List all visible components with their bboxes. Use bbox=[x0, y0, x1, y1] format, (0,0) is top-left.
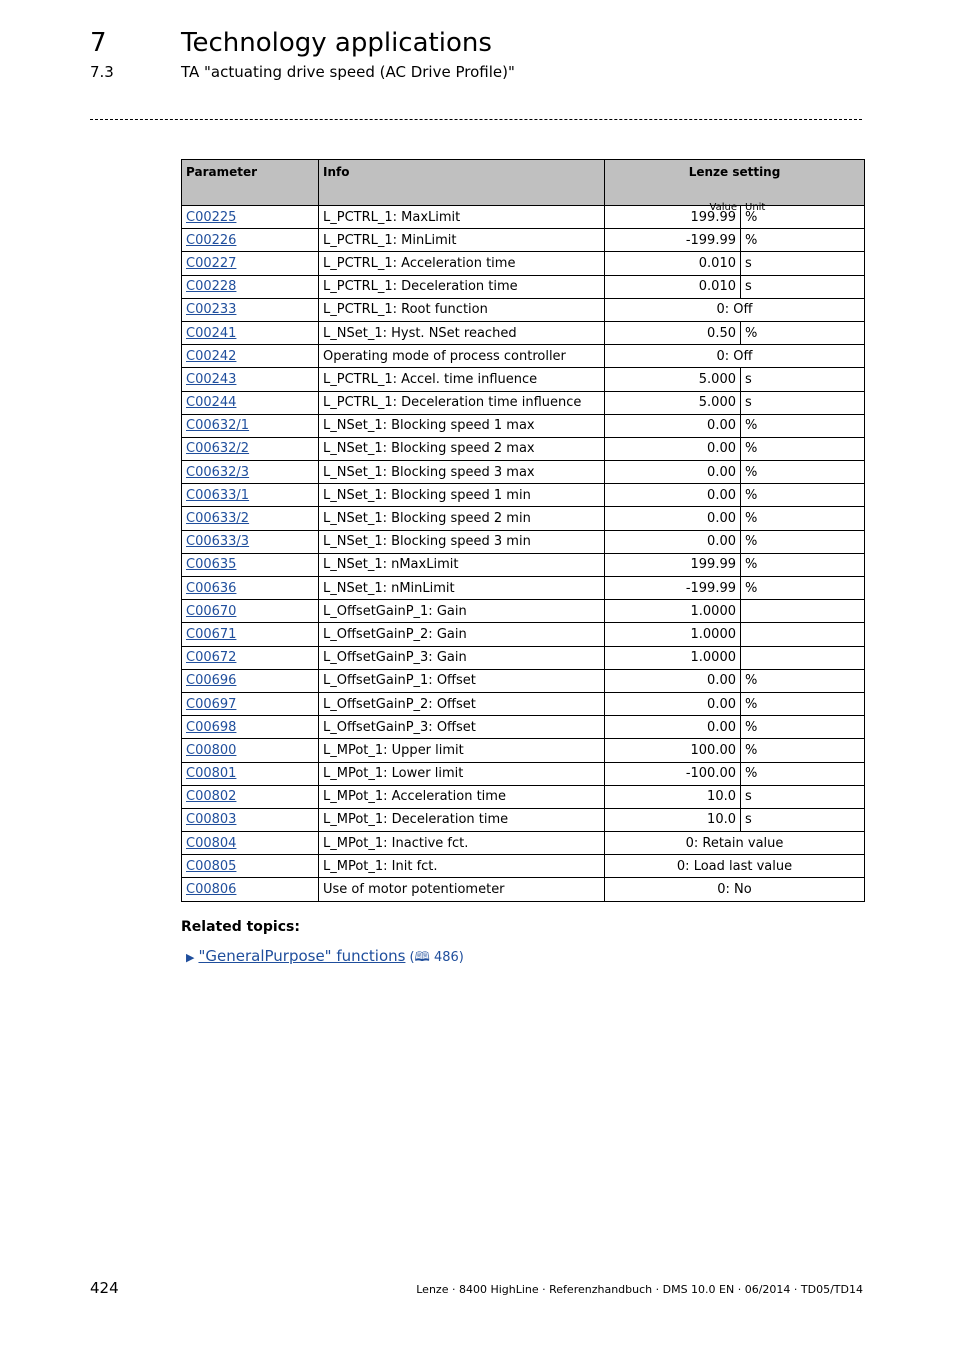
value-cell: 1.0000 bbox=[605, 646, 741, 669]
parameter-code-link[interactable]: C00805 bbox=[186, 858, 237, 874]
parameter-cell bbox=[182, 507, 319, 530]
unit-cell: s bbox=[741, 391, 865, 414]
parameter-code-link[interactable]: C00241 bbox=[186, 325, 237, 341]
parameter-code-link[interactable]: C00243 bbox=[186, 371, 237, 387]
unit-cell: % bbox=[741, 437, 865, 460]
parameter-code-link[interactable]: C00633/2 bbox=[186, 511, 250, 527]
parameter-code-link[interactable]: C00632/2 bbox=[186, 441, 250, 457]
parameter-code-link[interactable]: C00233 bbox=[186, 302, 237, 318]
table-row bbox=[182, 716, 865, 739]
unit-cell: s bbox=[741, 252, 865, 275]
value-cell: 0.00 bbox=[605, 461, 741, 484]
parameter-code-link[interactable]: C00633/1 bbox=[186, 487, 250, 503]
info-cell: L_PCTRL_1: Accel. time influence bbox=[319, 368, 605, 391]
section-title: TA "actuating drive speed (AC Drive Profile)" bbox=[181, 63, 515, 81]
unit-cell: % bbox=[741, 739, 865, 762]
info-cell: L_OffsetGainP_2: Gain bbox=[319, 623, 605, 646]
info-cell: Operating mode of process controller bbox=[319, 345, 605, 368]
parameter-cell bbox=[182, 553, 319, 576]
parameter-code-link[interactable]: C00698 bbox=[186, 719, 237, 735]
triangle-right-icon: ▶ bbox=[186, 951, 195, 964]
parameter-cell bbox=[182, 739, 319, 762]
value-cell: 10.0 bbox=[605, 808, 741, 831]
value-cell: 100.00 bbox=[605, 739, 741, 762]
value-cell: 5.000 bbox=[605, 368, 741, 391]
info-cell: L_MPot_1: Lower limit bbox=[319, 762, 605, 785]
table-row bbox=[182, 762, 865, 785]
parameter-cell bbox=[182, 252, 319, 275]
lenze-setting-label: Lenze setting bbox=[688, 165, 781, 179]
unit-cell: % bbox=[741, 414, 865, 437]
table-body bbox=[182, 206, 865, 902]
unit-cell: s bbox=[741, 368, 865, 391]
value-cell: -199.99 bbox=[605, 577, 741, 600]
parameter-code-link[interactable]: C00670 bbox=[186, 603, 237, 619]
value-cell: 0.00 bbox=[605, 507, 741, 530]
table-row bbox=[182, 507, 865, 530]
info-cell: L_OffsetGainP_1: Offset bbox=[319, 669, 605, 692]
parameter-code-link[interactable]: C00228 bbox=[186, 279, 237, 295]
table-row bbox=[182, 437, 865, 460]
parameter-table bbox=[181, 159, 865, 902]
parameter-code-link[interactable]: C00804 bbox=[186, 835, 237, 851]
value-cell: -199.99 bbox=[605, 229, 741, 252]
info-cell: L_NSet_1: Blocking speed 2 min bbox=[319, 507, 605, 530]
table-row bbox=[182, 321, 865, 344]
value-cell: 0.010 bbox=[605, 275, 741, 298]
table-row bbox=[182, 553, 865, 576]
parameter-code-link[interactable]: C00227 bbox=[186, 255, 237, 271]
table-row bbox=[182, 345, 865, 368]
info-cell: L_OffsetGainP_2: Offset bbox=[319, 692, 605, 715]
info-cell: L_NSet_1: Blocking speed 2 max bbox=[319, 437, 605, 460]
footer-text: Lenze · 8400 HighLine · Referenzhandbuch · DMS 10.0 EN · 06/2014 · TD05/TD14 bbox=[416, 1283, 863, 1296]
parameter-code-link[interactable]: C00636 bbox=[186, 580, 237, 596]
parameter-cell bbox=[182, 368, 319, 391]
header-divider bbox=[90, 119, 862, 120]
table-row bbox=[182, 229, 865, 252]
page-number: 424 bbox=[90, 1279, 119, 1297]
parameter-cell bbox=[182, 692, 319, 715]
info-cell: L_MPot_1: Upper limit bbox=[319, 739, 605, 762]
table-row bbox=[182, 692, 865, 715]
parameter-cell bbox=[182, 785, 319, 808]
info-cell: L_MPot_1: Deceleration time bbox=[319, 808, 605, 831]
unit-cell: % bbox=[741, 321, 865, 344]
info-cell: L_NSet_1: Blocking speed 3 max bbox=[319, 461, 605, 484]
info-cell: L_NSet_1: Blocking speed 1 min bbox=[319, 484, 605, 507]
parameter-cell bbox=[182, 878, 319, 901]
info-cell: Use of motor potentiometer bbox=[319, 878, 605, 901]
related-topics-heading: Related topics: bbox=[181, 919, 300, 935]
table-row bbox=[182, 368, 865, 391]
setting-cell: 0: Load last value bbox=[605, 855, 865, 878]
unit-cell: % bbox=[741, 461, 865, 484]
table-row bbox=[182, 669, 865, 692]
value-cell: 0.00 bbox=[605, 669, 741, 692]
table-row bbox=[182, 878, 865, 901]
parameter-cell bbox=[182, 669, 319, 692]
table-row bbox=[182, 785, 865, 808]
table-row bbox=[182, 391, 865, 414]
unit-cell: s bbox=[741, 808, 865, 831]
parameter-code-link[interactable]: C00633/3 bbox=[186, 534, 250, 550]
unit-cell: s bbox=[741, 785, 865, 808]
setting-cell: 0: Off bbox=[605, 345, 865, 368]
value-cell: 1.0000 bbox=[605, 623, 741, 646]
unit-cell: % bbox=[741, 692, 865, 715]
parameter-cell bbox=[182, 229, 319, 252]
info-cell: L_NSet_1: Blocking speed 1 max bbox=[319, 414, 605, 437]
parameter-cell bbox=[182, 321, 319, 344]
parameter-cell bbox=[182, 414, 319, 437]
parameter-code-link[interactable]: C00225 bbox=[186, 209, 237, 225]
unit-cell: % bbox=[741, 762, 865, 785]
table-row bbox=[182, 298, 865, 321]
value-cell: 0.00 bbox=[605, 530, 741, 553]
info-cell: L_OffsetGainP_3: Offset bbox=[319, 716, 605, 739]
parameter-code-link[interactable]: C00803 bbox=[186, 812, 237, 828]
info-cell: L_PCTRL_1: Deceleration time bbox=[319, 275, 605, 298]
table-row bbox=[182, 414, 865, 437]
info-cell: L_MPot_1: Acceleration time bbox=[319, 785, 605, 808]
table-row bbox=[182, 646, 865, 669]
parameter-code-link[interactable]: C00242 bbox=[186, 348, 237, 364]
section-number: 7.3 bbox=[90, 63, 114, 81]
parameter-cell bbox=[182, 275, 319, 298]
value-cell: 0.00 bbox=[605, 716, 741, 739]
table-row bbox=[182, 739, 865, 762]
setting-cell: 0: No bbox=[605, 878, 865, 901]
value-label: Value bbox=[709, 202, 738, 213]
info-cell: L_PCTRL_1: Root function bbox=[319, 298, 605, 321]
info-cell: L_MPot_1: Init fct. bbox=[319, 855, 605, 878]
unit-cell bbox=[741, 600, 865, 623]
info-cell: L_MPot_1: Inactive fct. bbox=[319, 832, 605, 855]
info-cell: L_PCTRL_1: MaxLimit bbox=[319, 206, 605, 229]
info-cell: L_OffsetGainP_1: Gain bbox=[319, 600, 605, 623]
parameter-cell bbox=[182, 391, 319, 414]
info-cell: L_PCTRL_1: MinLimit bbox=[319, 229, 605, 252]
table-row bbox=[182, 484, 865, 507]
value-cell: 199.99 bbox=[605, 206, 741, 229]
info-cell: L_NSet_1: nMinLimit bbox=[319, 577, 605, 600]
value-cell: 0.00 bbox=[605, 692, 741, 715]
value-cell: -100.00 bbox=[605, 762, 741, 785]
unit-cell bbox=[741, 623, 865, 646]
parameter-code-link[interactable]: C00244 bbox=[186, 395, 237, 411]
header-lenze-setting bbox=[605, 160, 865, 213]
unit-cell: s bbox=[741, 275, 865, 298]
parameter-code-link[interactable]: C00635 bbox=[186, 557, 237, 573]
table-row bbox=[182, 600, 865, 623]
parameter-cell bbox=[182, 762, 319, 785]
header-info: Info bbox=[319, 160, 605, 206]
unit-cell: % bbox=[741, 716, 865, 739]
unit-cell: % bbox=[741, 577, 865, 600]
chapter-number: 7 bbox=[90, 28, 107, 58]
value-cell: 0.00 bbox=[605, 484, 741, 507]
setting-cell: 0: Retain value bbox=[605, 832, 865, 855]
info-cell: L_NSet_1: nMaxLimit bbox=[319, 553, 605, 576]
value-cell: 0.010 bbox=[605, 252, 741, 275]
related-topic-item bbox=[186, 947, 464, 970]
parameter-cell bbox=[182, 345, 319, 368]
info-cell: L_NSet_1: Hyst. NSet reached bbox=[319, 321, 605, 344]
unit-cell: % bbox=[741, 669, 865, 692]
unit-cell: % bbox=[741, 229, 865, 252]
table-row bbox=[182, 252, 865, 275]
unit-cell bbox=[741, 646, 865, 669]
table-row bbox=[182, 832, 865, 855]
table-row bbox=[182, 855, 865, 878]
value-cell: 1.0000 bbox=[605, 600, 741, 623]
value-cell: 10.0 bbox=[605, 785, 741, 808]
unit-cell: % bbox=[741, 507, 865, 530]
table-row bbox=[182, 275, 865, 298]
parameter-cell bbox=[182, 623, 319, 646]
unit-cell: % bbox=[741, 530, 865, 553]
generalpurpose-functions-link[interactable]: "GeneralPurpose" functions bbox=[198, 947, 406, 965]
value-cell: 0.00 bbox=[605, 437, 741, 460]
page-reference[interactable]: (🕮 486) bbox=[409, 950, 464, 965]
info-cell: L_OffsetGainP_3: Gain bbox=[319, 646, 605, 669]
parameter-cell bbox=[182, 832, 319, 855]
value-cell: 5.000 bbox=[605, 391, 741, 414]
chapter-title: Technology applications bbox=[181, 28, 492, 58]
parameter-cell bbox=[182, 484, 319, 507]
parameter-code-link[interactable]: C00801 bbox=[186, 766, 237, 782]
parameter-code-link[interactable]: C00226 bbox=[186, 232, 237, 248]
parameter-code-link[interactable]: C00632/1 bbox=[186, 418, 250, 434]
value-cell: 0.00 bbox=[605, 414, 741, 437]
parameter-cell bbox=[182, 298, 319, 321]
unit-cell: % bbox=[741, 484, 865, 507]
value-cell: 199.99 bbox=[605, 553, 741, 576]
parameter-cell bbox=[182, 577, 319, 600]
header-parameter: Parameter bbox=[182, 160, 319, 206]
parameter-cell bbox=[182, 716, 319, 739]
table-row bbox=[182, 577, 865, 600]
unit-cell: % bbox=[741, 206, 865, 229]
parameter-code-link[interactable]: C00800 bbox=[186, 742, 237, 758]
value-cell: 0.50 bbox=[605, 321, 741, 344]
parameter-code-link[interactable]: C00671 bbox=[186, 626, 237, 642]
info-cell: L_PCTRL_1: Deceleration time influence bbox=[319, 391, 605, 414]
table-header-row bbox=[182, 160, 865, 206]
info-cell: L_NSet_1: Blocking speed 3 min bbox=[319, 530, 605, 553]
table-row bbox=[182, 530, 865, 553]
parameter-cell bbox=[182, 461, 319, 484]
parameter-code-link[interactable]: C00696 bbox=[186, 673, 237, 689]
info-cell: L_PCTRL_1: Acceleration time bbox=[319, 252, 605, 275]
parameter-cell bbox=[182, 808, 319, 831]
setting-cell: 0: Off bbox=[605, 298, 865, 321]
table-row bbox=[182, 808, 865, 831]
parameter-code-link[interactable]: C00806 bbox=[186, 882, 237, 898]
unit-label: Unit bbox=[745, 202, 766, 213]
table-row bbox=[182, 623, 865, 646]
unit-cell: % bbox=[741, 553, 865, 576]
parameter-cell bbox=[182, 437, 319, 460]
parameter-cell bbox=[182, 530, 319, 553]
parameter-cell bbox=[182, 855, 319, 878]
parameter-code-link[interactable]: C00672 bbox=[186, 650, 237, 666]
parameter-cell bbox=[182, 646, 319, 669]
table-row bbox=[182, 461, 865, 484]
parameter-cell bbox=[182, 600, 319, 623]
parameter-cell bbox=[182, 206, 319, 229]
parameter-code-link[interactable]: C00802 bbox=[186, 789, 237, 805]
parameter-code-link[interactable]: C00632/3 bbox=[186, 464, 250, 480]
parameter-code-link[interactable]: C00697 bbox=[186, 696, 237, 712]
